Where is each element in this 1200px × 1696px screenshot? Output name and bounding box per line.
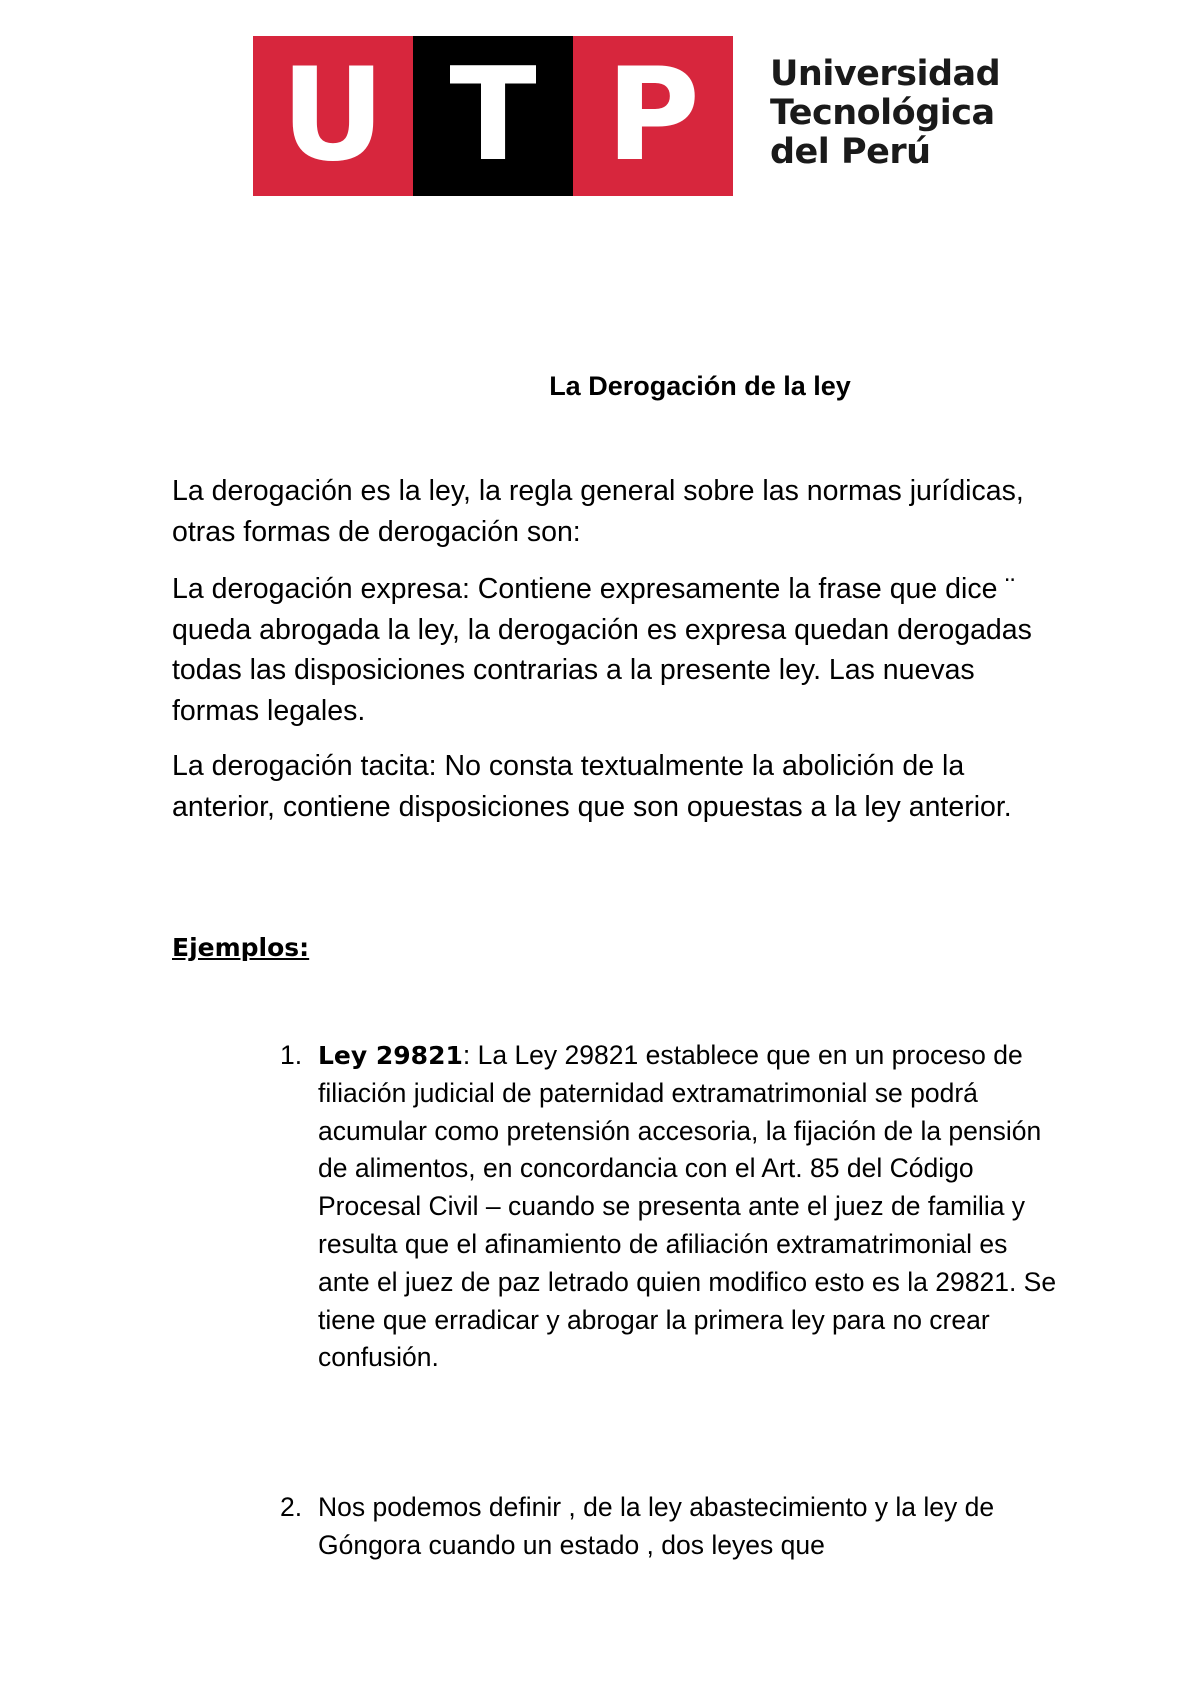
logo-wordmark [770,55,1000,172]
logo-wordmark-line: del Perú [770,131,931,172]
list-number: 1. [280,1040,303,1070]
list-item-body [318,1489,1060,1565]
list-item [280,1489,1060,1565]
logo-letter-p: P [573,36,733,196]
university-logo [253,36,1000,196]
list-item-text: La Ley 29821 establece que en un proceso de filiación judicial de paternidad extramatrimonial se podrá acumular como pretensión accesoria, la fijación de la pensión de alimentos, en concordancia con el Art. 85 del Código Procesal Civil – cuando se presenta ante el juez de familia y resulta que el afinamiento de afiliación extramatrimonial es ante el juez de paz letrado quien modifico esto es la 29821. Se tiene que erradicar y abrogar la primera ley para no crear confusión. [318,1040,1057,1373]
law-label-separator: : [462,1040,478,1070]
logo-letter-t: T [413,36,573,196]
list-item-body [318,1037,1060,1377]
list-number: 2. [280,1492,303,1522]
list-item [280,1037,1060,1377]
logo-wordmark-line: Tecnológica [770,92,995,133]
paragraph-express-derogation: La derogación expresa: Contiene expresamente la frase que dice ¨ queda abrogada la ley, la derogación es expresa quedan derogadas todas las disposiciones contrarias a la presente ley. Las nuevas formas legales. [172,573,1032,727]
document-title: La Derogación de la ley [549,371,851,401]
logo-wordmark-line: Universidad [770,53,1001,94]
logo-letter-u: U [253,36,413,196]
paragraph-intro: La derogación es la ley, la regla general sobre las normas jurídicas, otras formas de derogación son: [172,475,1024,548]
paragraph-tacit-derogation: La derogación tacita: No consta textualmente la abolición de la anterior, contiene disposiciones que son opuestas a la ley anterior. [172,750,1012,823]
list-item-text: Nos podemos definir , de la ley abastecimiento y la ley de Góngora cuando un estado , dos leyes que [318,1492,995,1560]
examples-heading: Ejemplos: [172,933,310,962]
logo-blocks [253,36,733,196]
law-label: Ley 29821 [318,1041,463,1070]
